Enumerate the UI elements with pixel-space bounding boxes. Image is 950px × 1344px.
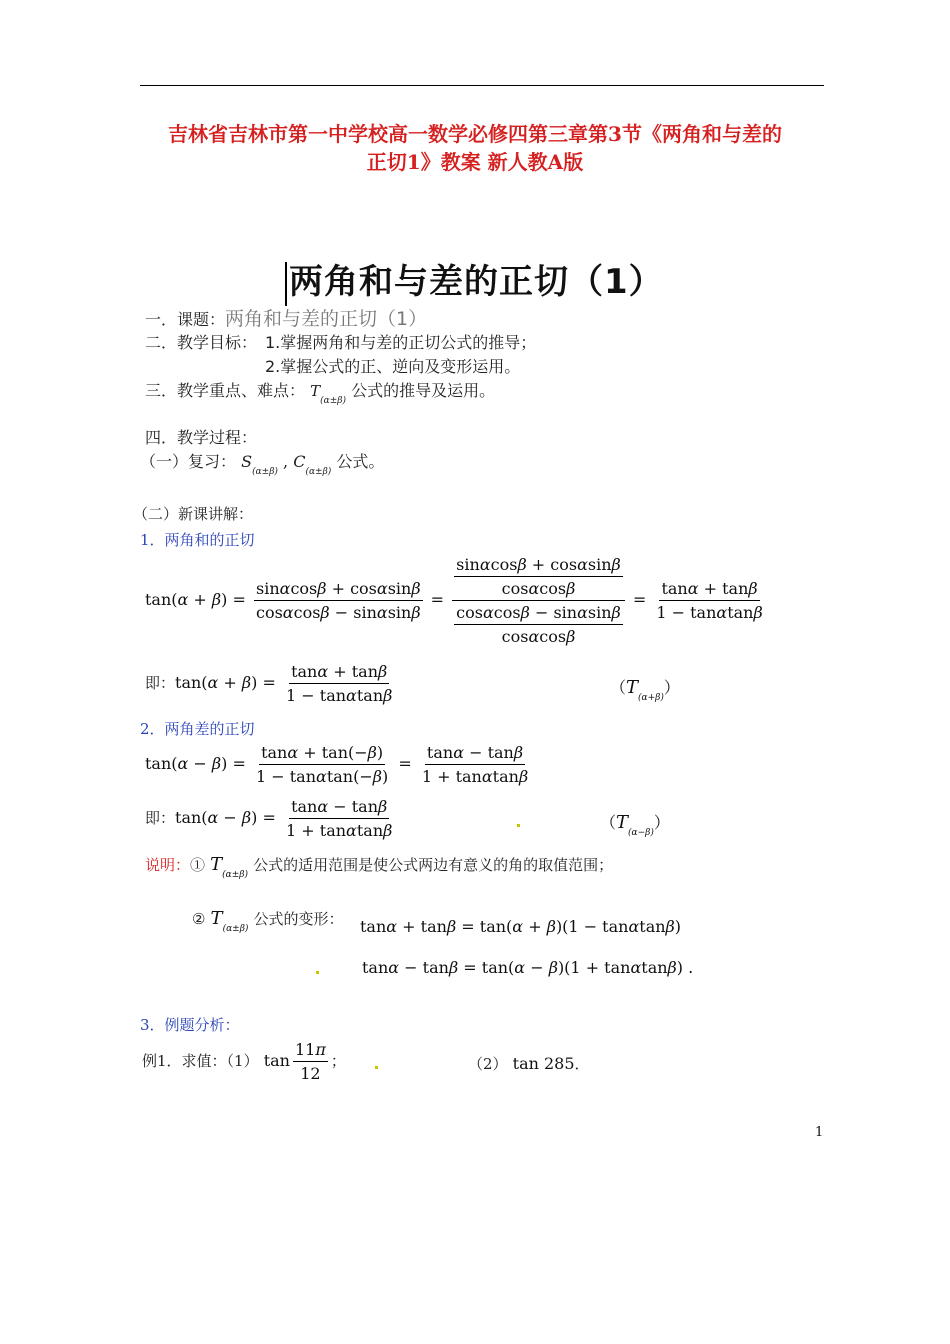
process-label: 四．教学过程： bbox=[145, 428, 258, 447]
new-lesson-label: （二）新课讲解： bbox=[133, 505, 254, 523]
stray-dot-3 bbox=[375, 1066, 378, 1069]
note-2-row bbox=[192, 908, 344, 934]
page-number: 1 bbox=[815, 1125, 824, 1140]
focus-formula: $T_{(\alpha\pm\beta)}$ bbox=[310, 382, 346, 406]
circle-two: ② bbox=[192, 910, 206, 928]
note-label: 说明： bbox=[145, 856, 191, 874]
example-1-row bbox=[142, 1040, 346, 1083]
goal-label: 二．教学目标： bbox=[145, 333, 258, 352]
note-2-text: 公式的变形： bbox=[253, 910, 344, 928]
sum-result: 即：tan(α + β) = $\frac{\tan\alpha + \tan\beta}{1 - \tan\alpha\tan\beta}$ bbox=[145, 662, 393, 705]
focus-text: 公式的推导及运用。 bbox=[351, 381, 496, 400]
review-row bbox=[140, 449, 384, 477]
review-label: （一）复习： bbox=[140, 452, 237, 471]
example-part2-label: （2） bbox=[468, 1055, 508, 1073]
diff-result: 即：tan(α − β) = $\frac{\tan\alpha - \tan\beta}{1 + \tan\alpha\tan\beta}$ bbox=[145, 797, 393, 840]
period: ． bbox=[574, 1055, 590, 1073]
diff-tag: $(T_{(\alpha-\beta)})$ bbox=[600, 812, 670, 838]
variant-formula-1: tanα + tanβ = tan(α + β)(1 − tanαtanβ) bbox=[360, 917, 682, 936]
circle-one: ① bbox=[190, 856, 206, 874]
review-formula: $S_{(\alpha\pm\beta)}$ , $C_{(\alpha\pm\beta)}$ bbox=[241, 452, 332, 477]
goal-1: 1.掌握两角和与差的正切公式的推导； bbox=[265, 333, 537, 352]
focus-label: 三．教学重点、难点： bbox=[145, 381, 306, 400]
heading-examples: 3．例题分析： bbox=[140, 1016, 240, 1034]
focus-row bbox=[145, 378, 495, 406]
ji-label-2: 即： bbox=[145, 809, 176, 827]
topic-row bbox=[145, 304, 427, 331]
topic-label: 一．课题： bbox=[145, 310, 226, 329]
banner-bar bbox=[285, 262, 287, 306]
note-1-text: 公式的适用范围是使公式两边有意义的角的取值范围； bbox=[253, 856, 614, 874]
banner-title-text: 两角和与差的正切（1） bbox=[289, 262, 664, 302]
heading-diff-tangent: 2．两角差的正切 bbox=[140, 720, 255, 738]
semicolon: ； bbox=[330, 1052, 346, 1070]
ji-label-1: 即： bbox=[145, 674, 176, 692]
note-1-row bbox=[145, 854, 613, 880]
topic-value: 两角和与差的正切（1） bbox=[225, 308, 428, 330]
header-rule bbox=[140, 85, 824, 86]
note-2-formula: $T_{(\alpha\pm\beta)}$ bbox=[210, 908, 249, 934]
banner-title bbox=[285, 254, 664, 306]
note-1-formula: $T_{(\alpha\pm\beta)}$ bbox=[210, 854, 248, 880]
variant-formula-2: tanα − tanβ = tan(α − β)(1 + tanαtanβ) . bbox=[362, 958, 694, 977]
stray-dot-2 bbox=[316, 971, 319, 974]
heading-sum-tangent: 1．两角和的正切 bbox=[140, 531, 255, 549]
doc-title-line2: 正切1》教案 新人教A版 bbox=[366, 150, 584, 174]
diff-derivation: tan(α − β) = $\frac{\tan\alpha + \tan(-\beta)}{1 - \tan\alpha\tan(-\beta)}$ = $\frac{\tan\alpha - \tan\beta}{1 + \tan\alpha\tan\beta}$ bbox=[145, 743, 529, 786]
example-part2-expr: tan 285 bbox=[512, 1054, 575, 1073]
stray-dot bbox=[517, 824, 520, 827]
goal-2: 2.掌握公式的正、逆向及变形运用。 bbox=[265, 357, 521, 376]
sum-derivation: tan(α + β) = $\frac{\sin\alpha\cos\beta + \cos\alpha\sin\beta}{\cos\alpha\cos\beta - \sin\alpha\sin\beta}$ = $\frac{\frac{\sin\alpha\cos\beta + \cos\alpha\sin\beta}{\cos\alpha\cos\beta}}{\frac{\cos\alpha\cos\beta - \sin\alpha\sin\beta}{\cos\alpha\cos\beta}}$ = $\frac{\tan\alpha + \tan\beta}{1 - \tan\alpha\tan\beta}$ bbox=[145, 555, 763, 646]
example-1-part2 bbox=[468, 1053, 590, 1074]
doc-title-line1: 吉林省吉林市第一中学校高一数学必修四第三章第3节《两角和与差的 bbox=[168, 122, 782, 146]
example-1-expr: tan $\frac{11\pi}{12}$ bbox=[263, 1040, 326, 1083]
sum-tag: $(T_{(\alpha+\beta)})$ bbox=[610, 677, 680, 703]
review-text: 公式。 bbox=[336, 452, 385, 471]
example-1-label: 例1．求值：（1） bbox=[142, 1052, 259, 1070]
